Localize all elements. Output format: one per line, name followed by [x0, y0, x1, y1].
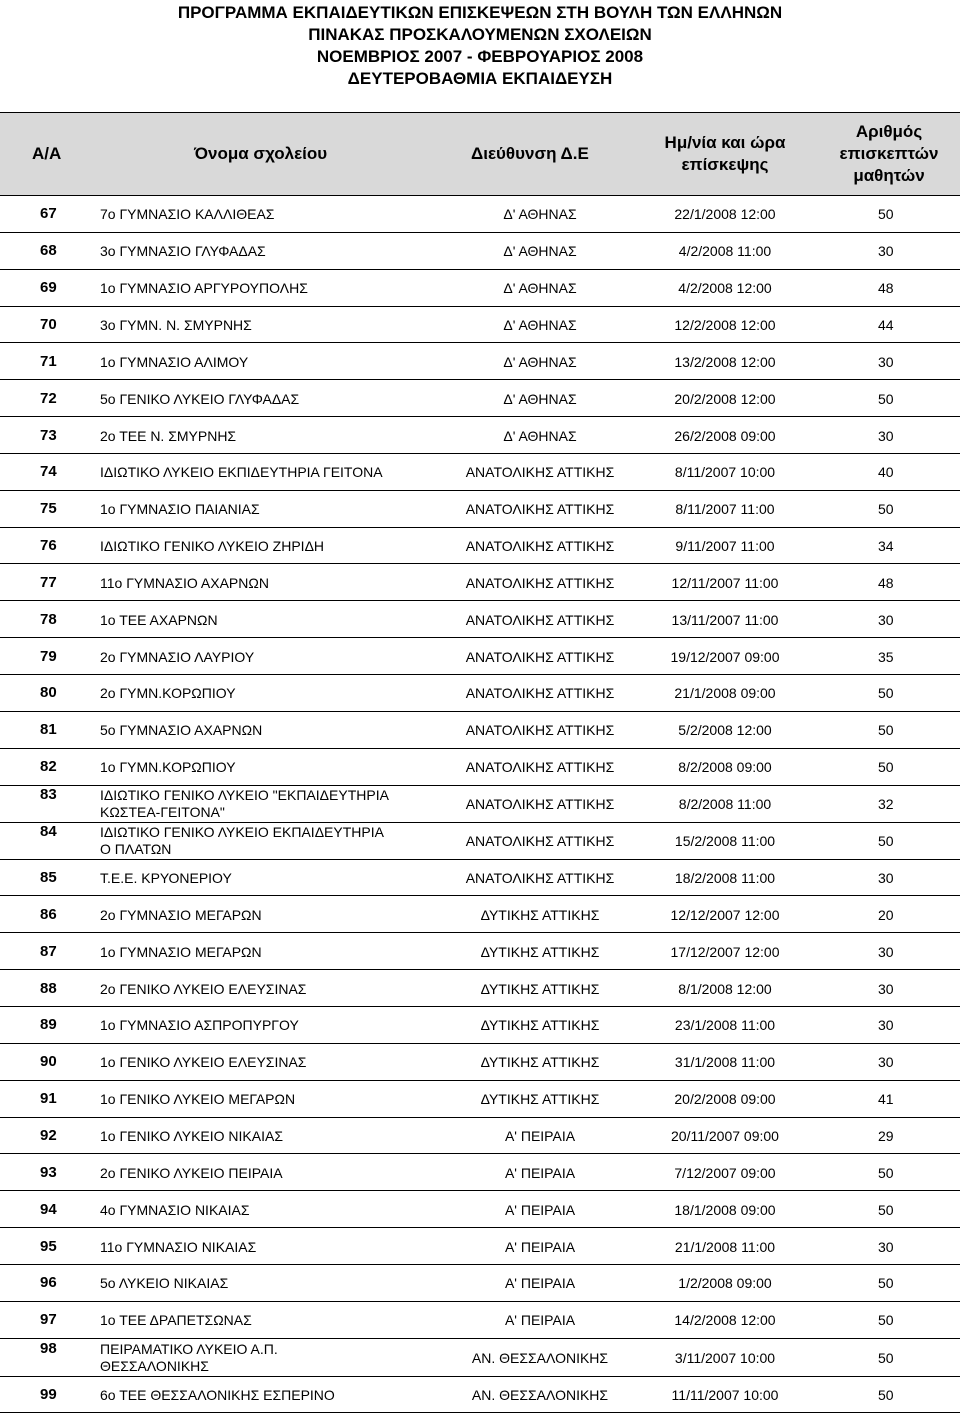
row-number: 68 — [40, 242, 57, 260]
row-visit-datetime: 3/11/2007 10:00 — [674, 1349, 776, 1366]
row-visit-datetime: 5/2/2008 12:00 — [678, 722, 772, 739]
table-row — [0, 675, 960, 712]
row-student-count: 50 — [878, 722, 894, 739]
row-school-name: 4ο ΓΥΜΝΑΣΙΟ ΝΙΚΑΙΑΣ — [100, 1201, 250, 1218]
row-number: 89 — [40, 1016, 57, 1034]
row-visit-datetime: 14/2/2008 12:00 — [674, 1312, 776, 1329]
table-row — [0, 1339, 960, 1377]
title-line-2: ΠΙΝΑΚΑΣ ΠΡΟΣΚΑΛΟΥΜΕΝΩΝ ΣΧΟΛΕΙΩΝ — [308, 25, 652, 44]
row-visit-datetime: 8/1/2008 12:00 — [678, 980, 772, 997]
header-aa: Α/Α — [32, 144, 62, 163]
row-number: 72 — [40, 389, 57, 407]
row-number: 83 — [40, 786, 57, 804]
table-row — [0, 970, 960, 1007]
row-directorate: ΑΝΑΤΟΛΙΚΗΣ ΑΤΤΙΚΗΣ — [465, 501, 615, 518]
table-row — [0, 1265, 960, 1302]
row-student-count: 50 — [878, 206, 894, 223]
row-visit-datetime: 12/2/2008 12:00 — [674, 316, 776, 333]
row-school-name: 5ο ΛΥΚΕΙΟ ΝΙΚΑΙΑΣ — [100, 1275, 229, 1292]
row-number: 99 — [40, 1386, 57, 1404]
row-number: 81 — [40, 721, 57, 739]
row-student-count: 50 — [878, 390, 894, 407]
table-row — [0, 233, 960, 270]
row-directorate: ΑΝΑΤΟΛΙΚΗΣ ΑΤΤΙΚΗΣ — [465, 538, 615, 555]
row-school-name: Τ.Ε.Ε. ΚΡΥΟΝΕΡΙΟΥ — [100, 870, 232, 887]
row-school-name: 2ο ΤΕΕ Ν. ΣΜΥΡΝΗΣ — [100, 427, 237, 444]
row-visit-datetime: 11/11/2007 10:00 — [671, 1387, 779, 1404]
row-number: 91 — [40, 1090, 57, 1108]
row-directorate: ΑΝ. ΘΕΣΣΑΛΟΝΙΚΗΣ — [471, 1387, 609, 1404]
row-student-count: 30 — [878, 427, 894, 444]
row-visit-datetime: 23/1/2008 11:00 — [674, 1017, 776, 1034]
row-visit-datetime: 4/2/2008 12:00 — [678, 280, 772, 297]
row-school-name: 1ο ΓΕΝΙΚΟ ΛΥΚΕΙΟ ΕΛΕΥΣΙΝΑΣ — [100, 1054, 307, 1071]
row-student-count: 48 — [878, 280, 894, 297]
row-student-count: 30 — [878, 243, 894, 260]
row-visit-datetime: 26/2/2008 09:00 — [674, 427, 776, 444]
row-student-count: 50 — [878, 833, 894, 850]
row-number: 95 — [40, 1237, 57, 1255]
row-number: 77 — [40, 573, 57, 591]
table-row — [0, 417, 960, 454]
row-school-name: 2ο ΓΥΜΝ.ΚΟΡΩΠΙΟΥ — [100, 685, 236, 702]
row-number: 76 — [40, 537, 57, 555]
row-school-name: 6ο ΤΕΕ ΘΕΣΣΑΛΟΝΙΚΗΣ ΕΣΠΕΡΙΝΟ — [100, 1387, 335, 1404]
row-visit-datetime: 20/2/2008 09:00 — [674, 1091, 776, 1108]
row-directorate: ΑΝΑΤΟΛΙΚΗΣ ΑΤΤΙΚΗΣ — [465, 685, 615, 702]
row-student-count: 50 — [878, 1201, 894, 1218]
table-row — [0, 1007, 960, 1044]
row-directorate: Δ' ΑΘΗΝΑΣ — [503, 316, 577, 333]
row-school-name: ΙΔΙΩΤΙΚΟ ΓΕΝΙΚΟ ΛΥΚΕΙΟ ΕΚΠΑΙΔΕΥΤΗΡΙΑ Ο ΠΛΑΤΩΝ — [100, 824, 384, 858]
row-directorate: ΑΝΑΤΟΛΙΚΗΣ ΑΤΤΙΚΗΣ — [465, 611, 615, 628]
row-visit-datetime: 18/1/2008 09:00 — [674, 1201, 776, 1218]
row-number: 75 — [40, 500, 57, 518]
row-directorate: Α' ΠΕΙΡΑΙΑ — [504, 1201, 576, 1218]
row-number: 87 — [40, 942, 57, 960]
row-school-name: 1ο ΓΥΜΝ.ΚΟΡΩΠΙΟΥ — [100, 759, 236, 776]
row-visit-datetime: 8/2/2008 09:00 — [678, 759, 772, 776]
row-number: 67 — [40, 205, 57, 223]
table-row — [0, 565, 960, 602]
row-student-count: 30 — [878, 611, 894, 628]
row-school-name: 2ο ΓΕΝΙΚΟ ΛΥΚΕΙΟ ΠΕΙΡΑΙΑ — [100, 1164, 283, 1181]
header-directorate: Διεύθυνση Δ.Ε — [471, 144, 589, 163]
table-header — [0, 112, 960, 196]
row-directorate: Δ' ΑΘΗΝΑΣ — [503, 243, 577, 260]
row-number: 71 — [40, 352, 57, 370]
row-directorate: ΔΥΤΙΚΗΣ ΑΤΤΙΚΗΣ — [480, 1091, 600, 1108]
row-directorate: ΑΝΑΤΟΛΙΚΗΣ ΑΤΤΙΚΗΣ — [465, 833, 615, 850]
row-school-name: 3ο ΓΥΜΝΑΣΙΟ ΓΛΥΦΑΔΑΣ — [100, 243, 266, 260]
table-row — [0, 601, 960, 638]
row-directorate: Δ' ΑΘΗΝΑΣ — [503, 206, 577, 223]
table-row — [0, 196, 960, 233]
table-row — [0, 491, 960, 528]
row-visit-datetime: 21/1/2008 09:00 — [674, 685, 776, 702]
row-student-count: 50 — [878, 501, 894, 518]
row-directorate: ΔΥΤΙΚΗΣ ΑΤΤΙΚΗΣ — [480, 980, 600, 997]
row-number: 79 — [40, 647, 57, 665]
row-student-count: 50 — [878, 759, 894, 776]
row-visit-datetime: 13/11/2007 11:00 — [671, 611, 779, 628]
table-row — [0, 786, 960, 823]
row-number: 80 — [40, 684, 57, 702]
row-directorate: ΔΥΤΙΚΗΣ ΑΤΤΙΚΗΣ — [480, 943, 600, 960]
row-school-name: 1ο ΓΥΜΝΑΣΙΟ ΑΣΠΡΟΠΥΡΓΟΥ — [100, 1017, 299, 1034]
table-row — [0, 712, 960, 749]
row-number: 98 — [40, 1339, 57, 1357]
row-student-count: 50 — [878, 1349, 894, 1366]
table-row — [0, 860, 960, 897]
row-visit-datetime: 18/2/2008 11:00 — [674, 870, 776, 887]
row-number: 88 — [40, 979, 57, 997]
table-row — [0, 1377, 960, 1413]
row-school-name: 3ο ΓΥΜΝ. Ν. ΣΜΥΡΝΗΣ — [100, 316, 252, 333]
row-number: 93 — [40, 1163, 57, 1181]
row-directorate: ΑΝΑΤΟΛΙΚΗΣ ΑΤΤΙΚΗΣ — [465, 722, 615, 739]
row-directorate: ΔΥΤΙΚΗΣ ΑΤΤΙΚΗΣ — [480, 906, 600, 923]
row-number: 94 — [40, 1200, 57, 1218]
row-student-count: 32 — [878, 796, 894, 813]
row-number: 69 — [40, 279, 57, 297]
row-number: 84 — [40, 823, 57, 841]
row-number: 73 — [40, 426, 57, 444]
table-row — [0, 1118, 960, 1155]
row-directorate: ΑΝΑΤΟΛΙΚΗΣ ΑΤΤΙΚΗΣ — [465, 759, 615, 776]
table-row — [0, 1081, 960, 1118]
row-number: 92 — [40, 1126, 57, 1144]
row-school-name: 1ο ΓΥΜΝΑΣΙΟ ΠΑΙΑΝΙΑΣ — [100, 501, 260, 518]
table-row — [0, 749, 960, 786]
row-visit-datetime: 21/1/2008 11:00 — [674, 1238, 776, 1255]
row-number: 82 — [40, 758, 57, 776]
row-directorate: Α' ΠΕΙΡΑΙΑ — [504, 1238, 576, 1255]
row-school-name: ΙΔΙΩΤΙΚΟ ΛΥΚΕΙΟ ΕΚΠΙΔΕΥΤΗΡΙΑ ΓΕΙΤΟΝΑ — [100, 464, 383, 481]
row-student-count: 50 — [878, 1275, 894, 1292]
table-row — [0, 638, 960, 675]
row-student-count: 50 — [878, 1387, 894, 1404]
header-school-name: Όνομα σχολείου — [194, 144, 328, 163]
header-student-count: Αριθμός επισκεπτών μαθητών — [839, 122, 939, 185]
row-directorate: Δ' ΑΘΗΝΑΣ — [503, 390, 577, 407]
row-visit-datetime: 7/12/2007 09:00 — [674, 1164, 776, 1181]
row-visit-datetime: 17/12/2007 12:00 — [670, 943, 780, 960]
row-directorate: ΔΥΤΙΚΗΣ ΑΤΤΙΚΗΣ — [480, 1017, 600, 1034]
title-line-1: ΠΡΟΓΡΑΜΜΑ ΕΚΠΑΙΔΕΥΤΙΚΩΝ ΕΠΙΣΚΕΨΕΩΝ ΣΤΗ ΒΟΥΛΗ ΤΩΝ ΕΛΛΗΝΩΝ — [177, 3, 783, 22]
row-school-name: 11ο ΓΥΜΝΑΣΙΟ ΝΙΚΑΙΑΣ — [100, 1238, 257, 1255]
row-directorate: ΑΝΑΤΟΛΙΚΗΣ ΑΤΤΙΚΗΣ — [465, 796, 615, 813]
row-visit-datetime: 9/11/2007 11:00 — [675, 538, 775, 555]
row-school-name: 1ο ΓΥΜΝΑΣΙΟ ΜΕΓΑΡΩΝ — [100, 943, 262, 960]
table-row — [0, 823, 960, 860]
row-student-count: 50 — [878, 685, 894, 702]
row-visit-datetime: 19/12/2007 09:00 — [670, 648, 780, 665]
row-directorate: ΑΝΑΤΟΛΙΚΗΣ ΑΤΤΙΚΗΣ — [465, 648, 615, 665]
row-student-count: 35 — [878, 648, 894, 665]
row-student-count: 40 — [878, 464, 894, 481]
row-school-name: 5ο ΓΕΝΙΚΟ ΛΥΚΕΙΟ ΓΛΥΦΑΔΑΣ — [100, 390, 300, 407]
row-number: 86 — [40, 905, 57, 923]
row-student-count: 30 — [878, 353, 894, 370]
row-student-count: 20 — [878, 906, 894, 923]
document-title-block — [0, 0, 960, 90]
row-directorate: Δ' ΑΘΗΝΑΣ — [503, 427, 577, 444]
row-visit-datetime: 13/2/2008 12:00 — [674, 353, 776, 370]
table-row — [0, 528, 960, 565]
table-row — [0, 380, 960, 417]
row-student-count: 41 — [878, 1091, 894, 1108]
row-student-count: 48 — [878, 574, 894, 591]
row-student-count: 30 — [878, 943, 894, 960]
title-line-4: ΔΕΥΤΕΡΟΒΑΘΜΙΑ ΕΚΠΑΙΔΕΥΣΗ — [347, 69, 613, 88]
row-student-count: 34 — [878, 538, 894, 555]
row-school-name: 5ο ΓΥΜΝΑΣΙΟ ΑΧΑΡΝΩΝ — [100, 722, 263, 739]
row-number: 74 — [40, 463, 57, 481]
row-directorate: Δ' ΑΘΗΝΑΣ — [503, 280, 577, 297]
row-visit-datetime: 20/2/2008 12:00 — [674, 390, 776, 407]
row-school-name: 11ο ΓΥΜΝΑΣΙΟ ΑΧΑΡΝΩΝ — [100, 574, 269, 591]
row-directorate: ΑΝ. ΘΕΣΣΑΛΟΝΙΚΗΣ — [471, 1349, 609, 1366]
row-visit-datetime: 22/1/2008 12:00 — [674, 206, 776, 223]
row-school-name: ΙΔΙΩΤΙΚΟ ΓΕΝΙΚΟ ΛΥΚΕΙΟ "ΕΚΠΑΙΔΕΥΤΗΡΙΑ ΚΩΣΤΕΑ-ΓΕΙΤΟΝΑ" — [100, 787, 389, 821]
row-school-name: ΠΕΙΡΑΜΑΤΙΚΟ ΛΥΚΕΙΟ Α.Π. ΘΕΣΣΑΛΟΝΙΚΗΣ — [100, 1340, 278, 1374]
row-student-count: 30 — [878, 1054, 894, 1071]
row-visit-datetime: 12/11/2007 11:00 — [671, 574, 779, 591]
row-school-name: 1ο ΤΕΕ ΑΧΑΡΝΩΝ — [100, 611, 218, 628]
row-directorate: Α' ΠΕΙΡΑΙΑ — [504, 1127, 576, 1144]
table-row — [0, 933, 960, 970]
row-school-name: 2ο ΓΥΜΝΑΣΙΟ ΜΕΓΑΡΩΝ — [100, 906, 262, 923]
row-student-count: 30 — [878, 1238, 894, 1255]
row-visit-datetime: 12/12/2007 12:00 — [670, 906, 780, 923]
table-row — [0, 1228, 960, 1265]
row-school-name: 7ο ΓΥΜΝΑΣΙΟ ΚΑΛΛΙΘΕΑΣ — [100, 206, 275, 223]
table-row — [0, 896, 960, 933]
row-directorate: Δ' ΑΘΗΝΑΣ — [503, 353, 577, 370]
title-line-3: ΝΟΕΜΒΡΙΟΣ 2007 - ΦΕΒΡΟΥΑΡΙΟΣ 2008 — [316, 47, 644, 66]
row-number: 90 — [40, 1053, 57, 1071]
row-school-name: 1ο ΓΥΜΝΑΣΙΟ ΑΡΓΥΡΟΥΠΟΛΗΣ — [100, 280, 308, 297]
row-number: 78 — [40, 610, 57, 628]
header-visit-datetime: Ημ/νία και ώρα επίσκεψης — [664, 133, 786, 174]
row-visit-datetime: 8/11/2007 10:00 — [674, 464, 776, 481]
row-school-name: 1ο ΤΕΕ ΔΡΑΠΕΤΣΩΝΑΣ — [100, 1312, 252, 1329]
row-student-count: 44 — [878, 316, 894, 333]
row-student-count: 50 — [878, 1164, 894, 1181]
table-row — [0, 1044, 960, 1081]
row-school-name: 1ο ΓΕΝΙΚΟ ΛΥΚΕΙΟ ΜΕΓΑΡΩΝ — [100, 1091, 296, 1108]
row-visit-datetime: 15/2/2008 11:00 — [674, 833, 776, 850]
row-school-name: 1ο ΓΥΜΝΑΣΙΟ ΑΛΙΜΟΥ — [100, 353, 249, 370]
table-row — [0, 1302, 960, 1339]
table-row — [0, 454, 960, 491]
row-visit-datetime: 8/11/2007 11:00 — [675, 501, 775, 518]
row-directorate: ΑΝΑΤΟΛΙΚΗΣ ΑΤΤΙΚΗΣ — [465, 464, 615, 481]
table-row — [0, 343, 960, 380]
row-visit-datetime: 20/11/2007 09:00 — [671, 1127, 779, 1144]
row-school-name: 2ο ΓΕΝΙΚΟ ΛΥΚΕΙΟ ΕΛΕΥΣΙΝΑΣ — [100, 980, 307, 997]
row-visit-datetime: 1/2/2008 09:00 — [678, 1275, 772, 1292]
table-row — [0, 307, 960, 344]
row-directorate: ΑΝΑΤΟΛΙΚΗΣ ΑΤΤΙΚΗΣ — [465, 574, 615, 591]
table-row — [0, 270, 960, 307]
table-row — [0, 1154, 960, 1191]
row-student-count: 50 — [878, 1312, 894, 1329]
row-directorate: ΔΥΤΙΚΗΣ ΑΤΤΙΚΗΣ — [480, 1054, 600, 1071]
row-directorate: ΑΝΑΤΟΛΙΚΗΣ ΑΤΤΙΚΗΣ — [465, 870, 615, 887]
row-visit-datetime: 8/2/2008 11:00 — [678, 796, 772, 813]
row-student-count: 30 — [878, 1017, 894, 1034]
table-row — [0, 1191, 960, 1228]
row-school-name: ΙΔΙΩΤΙΚΟ ΓΕΝΙΚΟ ΛΥΚΕΙΟ ΖΗΡΙΔΗ — [100, 538, 325, 555]
row-student-count: 29 — [878, 1127, 894, 1144]
row-visit-datetime: 4/2/2008 11:00 — [678, 243, 772, 260]
row-number: 97 — [40, 1311, 57, 1329]
row-student-count: 30 — [878, 870, 894, 887]
row-number: 70 — [40, 315, 57, 333]
row-directorate: Α' ΠΕΙΡΑΙΑ — [504, 1312, 576, 1329]
row-school-name: 2ο ΓΥΜΝΑΣΙΟ ΛΑΥΡΙΟΥ — [100, 648, 255, 665]
row-student-count: 30 — [878, 980, 894, 997]
row-directorate: Α' ΠΕΙΡΑΙΑ — [504, 1275, 576, 1292]
row-visit-datetime: 31/1/2008 11:00 — [674, 1054, 776, 1071]
row-number: 85 — [40, 869, 57, 887]
row-school-name: 1ο ΓΕΝΙΚΟ ΛΥΚΕΙΟ ΝΙΚΑΙΑΣ — [100, 1127, 283, 1144]
row-number: 96 — [40, 1274, 57, 1292]
row-directorate: Α' ΠΕΙΡΑΙΑ — [504, 1164, 576, 1181]
